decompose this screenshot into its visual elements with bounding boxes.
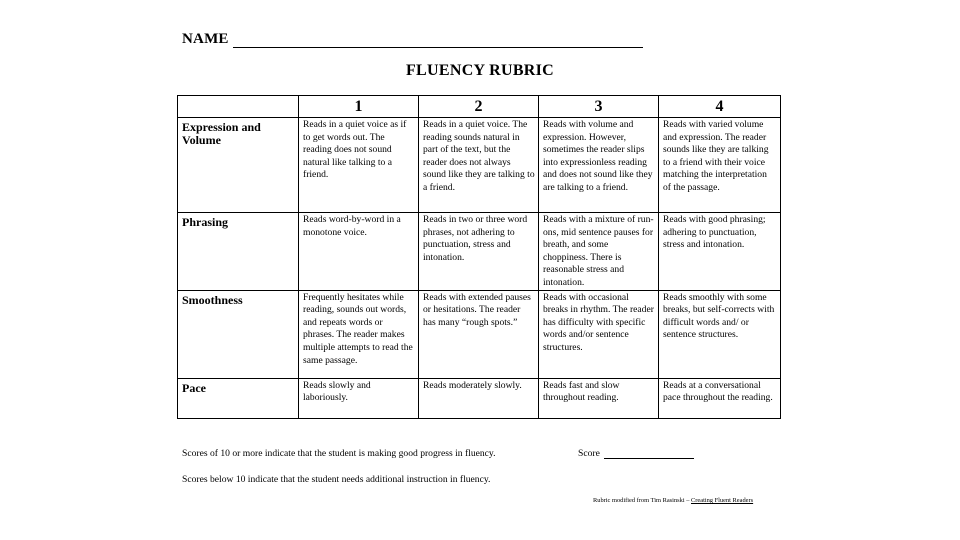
- rubric-cell: Reads in two or three word phrases, not adhering to punctuation, stress and intonation.: [419, 213, 539, 291]
- score-label: Score: [578, 448, 600, 459]
- additional-instruction-note: Scores below 10 indicate that the student needs additional instruction in fluency.: [182, 474, 491, 485]
- row-label: Pace: [178, 378, 299, 418]
- page-title: FLUENCY RUBRIC: [405, 62, 555, 79]
- rubric-cell: Reads with a mixture of run-ons, mid sentence pauses for breath, and some choppiness. There is reasonable stress and intonation.: [539, 213, 659, 291]
- score-column-header: 1: [299, 96, 419, 118]
- score-field: [578, 448, 694, 459]
- rubric-cell: Reads word-by-word in a monotone voice.: [299, 213, 419, 291]
- source-credit: [593, 497, 753, 504]
- rubric-cell: Reads in a quiet voice as if to get words out. The reading does not sound natural like talking to a friend.: [299, 118, 419, 213]
- rubric-row-pace: [178, 378, 781, 418]
- score-column-header: 2: [419, 96, 539, 118]
- rubric-cell: Reads at a conversational pace throughout the reading.: [659, 378, 781, 418]
- rubric-row-phrasing: [178, 213, 781, 291]
- rubric-cell: Reads with extended pauses or hesitations. The reader has many “rough spots.”: [419, 290, 539, 378]
- credit-prefix: Rubric modified from Tim Rasinski –: [593, 497, 691, 504]
- rubric-cell: Reads in a quiet voice. The reading sounds natural in part of the text, but the reader does not always sound like they are talking to a friend.: [419, 118, 539, 213]
- rubric-corner-cell: [178, 96, 299, 118]
- name-field-row: [182, 31, 643, 48]
- rubric-cell: Reads slowly and laboriously.: [299, 378, 419, 418]
- rubric-cell: Reads with good phrasing; adhering to punctuation, stress and intonation.: [659, 213, 781, 291]
- rubric-row-expression: [178, 118, 781, 213]
- name-blank-line: [233, 34, 643, 48]
- fluency-rubric-table: [177, 95, 781, 419]
- rubric-cell: Reads smoothly with some breaks, but self-corrects with difficult words and/ or sentence structures.: [659, 290, 781, 378]
- score-column-header: 3: [539, 96, 659, 118]
- score-column-header: 4: [659, 96, 781, 118]
- rubric-row-smoothness: [178, 290, 781, 378]
- rubric-cell: Reads with occasional breaks in rhythm. The reader has difficulty with specific words and/or sentence structures.: [539, 290, 659, 378]
- rubric-cell: Reads moderately slowly.: [419, 378, 539, 418]
- rubric-header-row: [178, 96, 781, 118]
- row-label: Smoothness: [178, 290, 299, 378]
- name-label: NAME: [182, 31, 229, 47]
- credit-book-title: Creating Fluent Readers: [691, 497, 754, 504]
- score-blank-line: [604, 449, 694, 459]
- rubric-cell: Frequently hesitates while reading, sounds out words, and repeats words or phrases. The reader makes multiple attempts to read the same passage.: [299, 290, 419, 378]
- rubric-cell: Reads with varied volume and expression. The reader sounds like they are talking to a friend with their voice matching the interpretation of the passage.: [659, 118, 781, 213]
- rubric-cell: Reads fast and slow throughout reading.: [539, 378, 659, 418]
- row-label: Phrasing: [178, 213, 299, 291]
- good-progress-note: Scores of 10 or more indicate that the student is making good progress in fluency.: [182, 448, 496, 459]
- rubric-cell: Reads with volume and expression. However, sometimes the reader slips into expressionless reading and does not sound like they are talking to a friend.: [539, 118, 659, 213]
- row-label: Expression and Volume: [178, 118, 299, 213]
